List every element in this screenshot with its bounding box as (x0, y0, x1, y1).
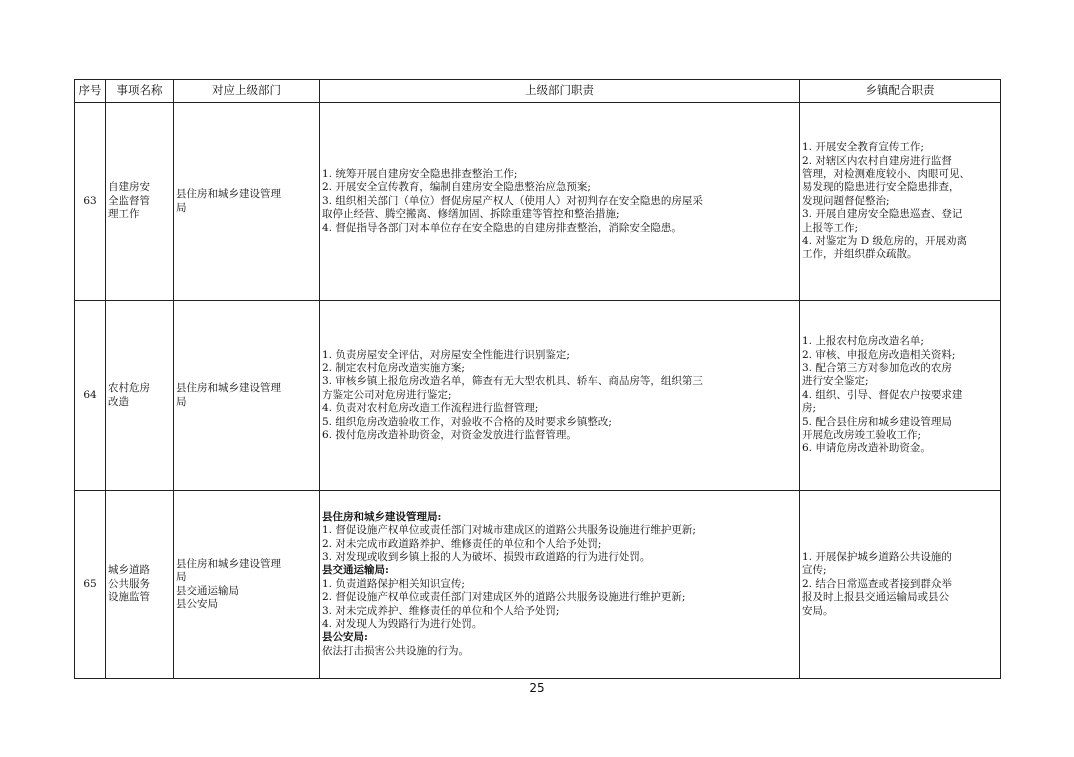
seq-cell: 65 (75, 491, 106, 679)
header-superior-dept: 对应上级部门 (174, 80, 320, 103)
seq-cell: 64 (75, 301, 106, 491)
town-duty-line: 3. 开展自建房安全隐患巡查、登记 (802, 208, 963, 221)
duty-table (74, 79, 1001, 679)
town-duty-line: 房; (802, 402, 817, 415)
duty-line: 3. 对未完成养护、维修责任的单位和个人给予处罚; (322, 604, 560, 617)
duty-line: 2. 督促设施产权单位或责任部门对建成区外的道路公共服务设施进行维护更新; (322, 591, 686, 604)
header-superior-duty: 上级部门职责 (320, 80, 800, 103)
town-duty-cell (800, 301, 1001, 491)
town-duty-line: 2. 审核、申报危房改造相关资料; (802, 348, 956, 361)
item-name-line: 改造 (108, 395, 129, 408)
duty-line: 2. 开展安全宣传教育，编制自建房安全隐患整治应急预案; (322, 181, 591, 194)
item-name-line: 公共服务 (108, 577, 150, 590)
duty-line: 方鉴定公司对危房进行鉴定; (322, 388, 452, 401)
duty-line: 3. 审核乡镇上报危房改造名单，筛查有无大型农机具、轿车、商品房等，组织第三 (322, 375, 703, 388)
duty-line: 依法打击损害公共设施的行为。 (322, 644, 469, 657)
dept-line: 县住房和城乡建设管理 (176, 382, 281, 395)
duty-line: 4. 负责对农村危房改造工作流程进行监督管理; (322, 402, 539, 415)
duty-line: 3. 对发现或收到乡镇上报的人为破坏、损毁市政道路的行为进行处罚。 (322, 550, 651, 563)
table-row (75, 491, 1001, 679)
header-town-duty: 乡镇配合职责 (800, 80, 1001, 103)
duty-line: 4. 督促指导各部门对本单位存在安全隐患的自建房排查整治，消除安全隐患。 (322, 221, 682, 234)
town-duty-line: 发现问题督促整治; (802, 194, 890, 207)
dept-line: 局 (176, 395, 187, 408)
duty-line: 1. 督促设施产权单位或责任部门对城市建成区的道路公共服务设施进行维护更新; (322, 524, 696, 537)
superior-dept-cell (174, 103, 320, 301)
town-duty-line: 4. 对鉴定为 D 级危房的，开展劝离 (802, 235, 967, 248)
item-name-cell (106, 491, 174, 679)
item-name-cell (106, 103, 174, 301)
dept-line: 局 (176, 201, 187, 214)
duty-line: 1. 负责道路保护相关知识宣传; (322, 577, 465, 590)
dept-subheading: 县住房和城乡建设管理局: (322, 510, 442, 523)
town-duty-line: 1. 上报农村危房改造名单; (802, 335, 924, 348)
page-number: 25 (529, 681, 545, 695)
town-duty-line: 开展危改房竣工验收工作; (802, 429, 922, 442)
seq-cell: 63 (75, 103, 106, 301)
town-duty-line: 安局。 (802, 604, 834, 617)
duty-line: 取停止经营、腾空搬离、修缮加固、拆除重建等管控和整治措施; (322, 208, 620, 221)
town-duty-line: 2. 对辖区内农村自建房进行监督 (802, 154, 952, 167)
superior-dept-cell (174, 491, 320, 679)
dept-line: 局 (176, 571, 187, 584)
duty-line: 1. 负责房屋安全评估，对房屋安全性能进行识别鉴定; (322, 348, 570, 361)
duty-line: 6. 拨付危房改造补助资金，对资金发放进行监督管理。 (322, 429, 577, 442)
duty-line: 2. 对未完成市政道路养护、维修责任的单位和个人给予处罚; (322, 537, 602, 550)
table-header-row (75, 80, 1001, 103)
table-row (75, 301, 1001, 491)
town-duty-line: 6. 申请危房改造补助资金。 (802, 442, 931, 455)
town-duty-line: 4. 组织、引导、督促农户按要求建 (802, 388, 963, 401)
item-name-cell (106, 301, 174, 491)
dept-line: 县住房和城乡建设管理 (176, 557, 281, 570)
dept-subheading: 县公安局: (322, 631, 368, 644)
item-name-line: 自建房安 (108, 181, 150, 194)
header-seq: 序号 (75, 80, 106, 103)
town-duty-line: 1. 开展保护城乡道路公共设施的 (802, 550, 952, 563)
town-duty-line: 3. 配合第三方对参加危改的农房 (802, 361, 952, 374)
superior-duty-cell (320, 301, 800, 491)
dept-subheading: 县交通运输局: (322, 564, 389, 577)
superior-duty-cell (320, 491, 800, 679)
duty-line: 4. 对发现人为毁路行为进行处罚。 (322, 618, 483, 631)
town-duty-line: 管理，对检测难度较小、肉眼可见、 (802, 167, 970, 180)
item-name-line: 全监督管 (108, 194, 150, 207)
town-duty-line: 宣传; (802, 564, 827, 577)
item-name-line: 城乡道路 (108, 564, 150, 577)
item-name-line: 理工作 (108, 208, 140, 221)
town-duty-line: 报及时上报县交通运输局或县公 (802, 591, 949, 604)
table-row (75, 103, 1001, 301)
duty-line: 3. 组织相关部门（单位）督促房屋产权人（使用人）对初判存在安全隐患的房屋采 (322, 194, 703, 207)
dept-line: 县交通运输局 (176, 584, 239, 597)
town-duty-cell (800, 491, 1001, 679)
town-duty-cell (800, 103, 1001, 301)
superior-duty-cell (320, 103, 800, 301)
item-name-line: 农村危房 (108, 382, 150, 395)
town-duty-line: 2. 结合日常巡查或者接到群众举 (802, 577, 952, 590)
town-duty-line: 5. 配合县住房和城乡建设管理局 (802, 415, 952, 428)
dept-line: 县住房和城乡建设管理 (176, 188, 281, 201)
town-duty-line: 进行安全鉴定; (802, 375, 869, 388)
header-item-name: 事项名称 (106, 80, 174, 103)
town-duty-line: 1. 开展安全教育宣传工作; (802, 141, 924, 154)
town-duty-line: 工作，并组织群众疏散。 (802, 248, 918, 261)
dept-line: 县公安局 (176, 597, 218, 610)
duty-line: 2. 制定农村危房改造实施方案; (322, 361, 465, 374)
item-name-line: 设施监管 (108, 591, 150, 604)
duty-line: 1. 统筹开展自建房安全隐患排查整治工作; (322, 167, 518, 180)
town-duty-line: 上报等工作; (802, 221, 859, 234)
superior-dept-cell (174, 301, 320, 491)
town-duty-line: 易发现的隐患进行安全隐患排查， (802, 181, 960, 194)
duty-line: 5. 组织危房改造验收工作，对验收不合格的及时要求乡镇整改; (322, 415, 612, 428)
